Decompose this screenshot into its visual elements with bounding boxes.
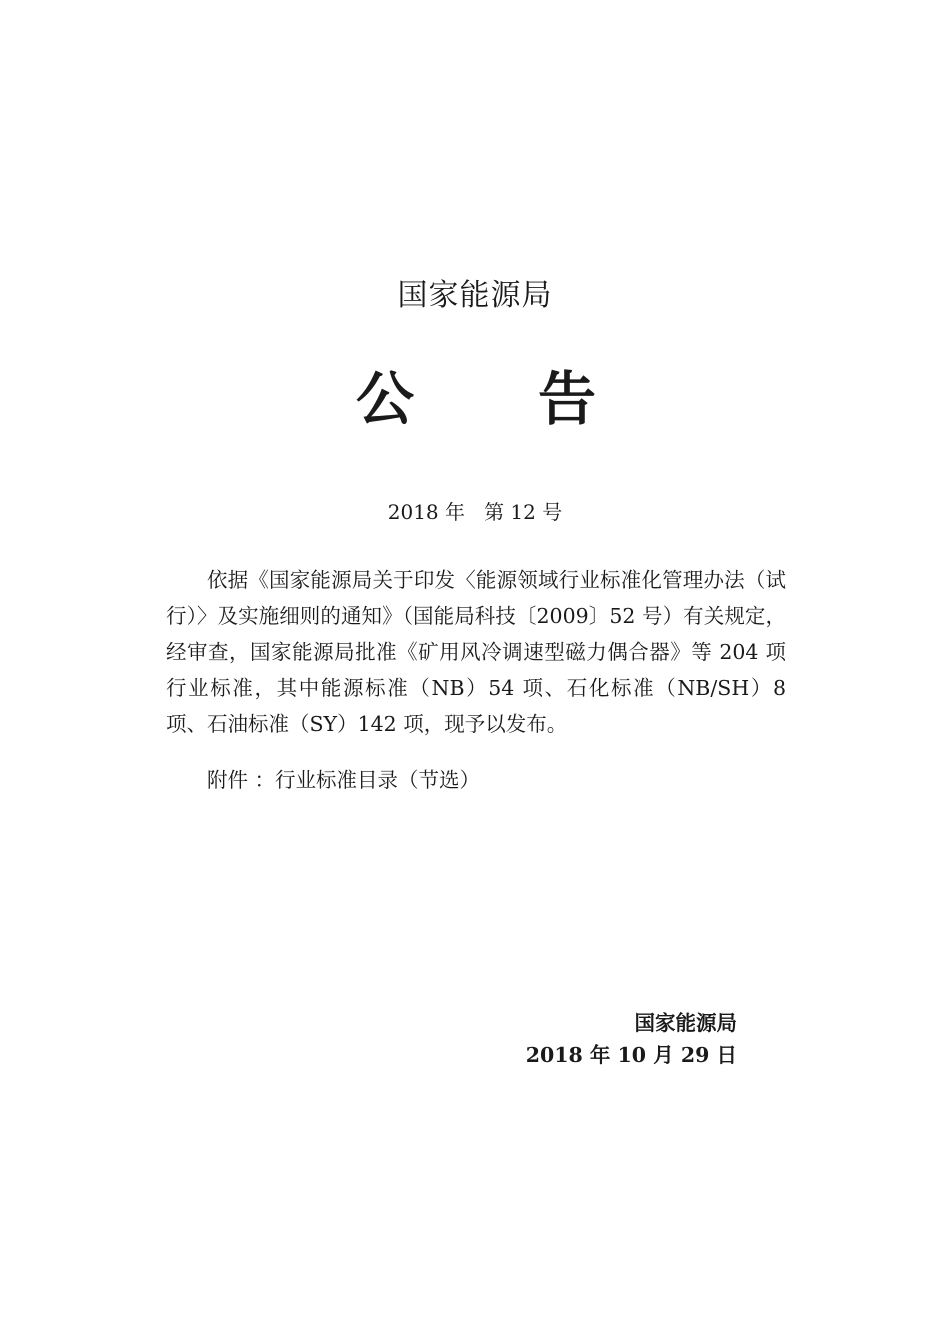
attachment-note: 附件 ：行业标准目录（节选） xyxy=(207,768,481,792)
signature-block xyxy=(526,1007,737,1071)
signature-date: 2018 年 10 月 29 日 xyxy=(525,1043,737,1067)
issuer-title: 国家能源局 xyxy=(397,278,553,313)
doc-type-char-gong: 公 xyxy=(356,365,415,433)
body-paragraph: 依据《国家能源局关于印发〈能源领域行业标准化管理办法（试行）〉及实施细则的通知》（国能局科技〔2009〕52 号）有关规定，经审查，国家能源局批准《矿用风冷调速型磁力偶合器》等 204 项行业标准，其中能源标准（NB）54 项、石化标准（NB/SH）8 项、石油标准（SY）142 项，现予以发布。 xyxy=(166,568,786,736)
doc-number: 2018 年 第 12 号 xyxy=(387,500,563,524)
doc-type-heading xyxy=(356,352,596,433)
signature-issuer: 国家能源局 xyxy=(634,1011,737,1035)
doc-type-char-gao: 告 xyxy=(537,365,596,433)
